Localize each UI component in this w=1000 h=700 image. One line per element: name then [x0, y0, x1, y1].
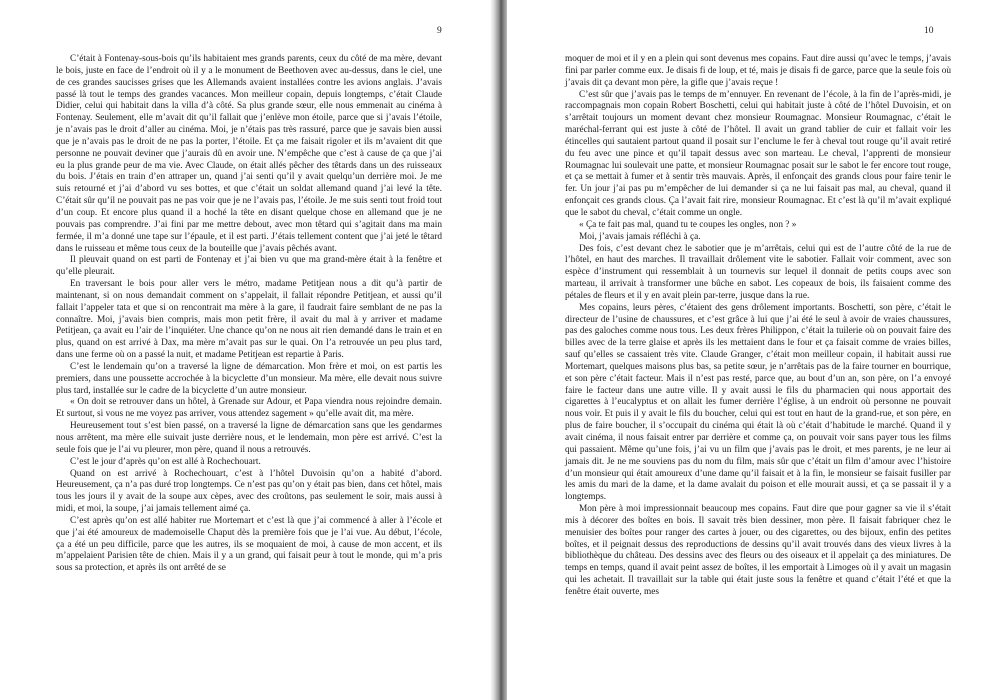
page-number: 9 [437, 26, 442, 36]
paragraph: « On doit se retrouver dans un hôtel, à Grenade sur Adour, et Papa viendra nous rejoindre demain. Et surtout, si vous ne me voyez pas arriver, vous attendez sagement » qu’elle avait dit, ma mère. [56, 397, 442, 420]
paragraph: En traversant le bois pour aller vers le métro, madame Petitjean nous a dit qu’à partir de maintenant, si on nous demandait comment on s’appelait, il fallait répondre Petitjean, et aussi qu’il fallait l’appeler tata et que si on rencontrait ma mère à la gare, il faudrait faire semblant de ne pas la connaître. Moi, j’avais bien compris, mais mon petit frère, il avait du mal à y arriver et madame Petitjean, ça avait eu l’air de l’inquiéter. Une chance qu’on ne nous ait rien demandé dans le train et en plus, quand on est arrivé à Dax, ma mère m’avait pas sur le quai. On l’a retrouvée un peu plus tard, dans une ferme où on a passé la nuit, et madame Petitjean est repartie à Paris. [56, 279, 442, 361]
paragraph: Moi, j’avais jamais réfléchi à ça. [579, 231, 701, 242]
paragraph: Mes copains, leurs pères, c’étaient des gens drôlement importants. Boschetti, son père, c’était le directeur de l’usine de chaussures, et c’est grâce à lui que j’ai été le seul à avoir de vraies chaussures, pas des galoches comme nous tous. Les deux frères Philippon, c’était la tuilerie où on pouvait faire des billes avec de la terre glaise et après ils les mettaient dans le four et ça faisait comme de vraies billes, sauf qu’elles se cassaient très vite. Claude Granger, c’était mon meilleur copain, il habitait aussi rue Mortemart, quelques maisons plus bas, sa petite sœur, je n’arrêtais pas de la faire tourner en bourrique, et son père c’était facteur. Mais il n’est pas resté, parce que, au bout d’un an, son père, on l’a envoyé faire le facteur dans une autre ville. Il y avait aussi le fils du pharmacien qui nous apportait des cigarettes à l’eucalyptus et on allait les fumer derrière l’église, à un endroit où personne ne pouvait nous voir. Et puis il y avait le fils du boucher, celui qui est tout en haut de la grand-rue, et son père, en plus de faire boucher, il s’occupait du cinéma qui était là où c’était d’habitude le marché. Quand il y avait cinéma, il nous faisait entrer par derrière et comme ça, on pouvait voir sans payer tous les films qui passaient. Même qu’une fois, j’ai vu un film que j’avais pas le droit, et mes parents, je ne leur ai jamais dit. Je ne me souviens pas du nom du film, mais sûr que c’était un film d’amour avec l’histoire d’un monsieur qui était amoureux d’une dame qu’il faisait et à la fin, le monsieur se faisait fusiller par les amis du mari de la dame, et la dame avalait du poison et elle mourait aussi, et ça se passait il y a longtemps. [565, 302, 951, 503]
left-page [0, 0, 493, 700]
paragraph: Il pleuvait quand on est parti de Fontenay et j’ai bien vu que ma grand-mère était à la fenêtre et qu’elle pleurait. [56, 255, 442, 278]
page-body [565, 54, 951, 599]
paragraph: « Ça te fait pas mal, quand tu te coupes les ongles, non ? » [579, 219, 797, 230]
paragraph: C’est le jour d’après qu’on est allé à Rochechouart. [70, 456, 261, 467]
page-number: 10 [924, 26, 934, 36]
paragraph: Quand on est arrivé à Rochechouart, c’est à l’hôtel Duvoisin qu’on a habité d’abord. Heureusement, ça n’a pas duré trop longtemps. Ce n’est pas qu’on y était pas bien, dans cet hôtel, mais tous les jours il y avait de la soupe aux cèpes, avec des croûtons, pas seulement le soir, mais aussi à midi, et moi, la soupe, j’ai jamais tellement aimé ça. [56, 468, 442, 515]
paragraph: C’est sûr que j’avais pas le temps de m’ennuyer. En revenant de l’école, à la fin de l’après-midi, je raccompagnais mon copain Robert Boschetti, celui qui habitait juste à côté de l’hôtel Duvoisin, et on s’arrêtait toujours un moment devant chez monsieur Roumagnac. Monsieur Roumagnac, c’était le maréchal-ferrant qui est juste à côté de l’hôtel. Il avait un grand tablier de cuir et fallait voir les étincelles qui sautaient partout quand il posait sur l’enclume le fer à cheval tout rouge qu’il avait retiré du feu avec une pince et qu’il tapait dessus avec son marteau. Le cheval, l’apprenti de monsieur Roumagnac lui soulevait une patte, et monsieur Roumagnac posait sur le sabot le fer encore tout rouge, et ça se mettait à fumer et à sentir très mauvais. Après, il enfonçait des grands clous pour faire tenir le fer. Un jour j’ai pas pu m’empêcher de lui demander si ça ne lui faisait pas mal, au cheval, quand il enfonçait ces grands clous. Ça l’avait fait rire, monsieur Roumagnac. Et c’est là qu’il m’avait expliqué que le sabot du cheval, c’était comme un ongle. [565, 89, 951, 218]
paragraph: moquer de moi et il y en a plein qui sont devenus mes copains. Faut dire aussi qu’avec le temps, j’avais fini par parler comme eux. Je disais fi de loup, et té, mais je disais fi de garce, parce que la seule fois où j’avais dit ça devant mon père, la gifle que j’avais reçue ! [565, 54, 951, 88]
paragraph: Mon père à moi impressionnait beaucoup mes copains. Faut dire que pour gagner sa vie il s’était mis à décorer des boîtes en bois. Il savait très bien dessiner, mon père. Il faisait fabriquer chez le menuisier des boîtes pour ranger des cartes à jouer, ou des cigarettes, ou des bijoux, enfin des petites boîtes, et il peignait dessus des reproductions de dessins qu’il avait trouvés dans des vieux livres à la bibliothèque du château. Des dessins avec des fleurs ou des oiseaux et il appelait ça des miniatures. De temps en temps, quand il avait peint assez de boîtes, il les emportait à Limoges où il y avait un magasin qui les achetait. Il travaillait sur la table qui était juste sous la fenêtre et quand c’était l’été et que la fenêtre était ouverte, mes [565, 504, 951, 597]
paragraph: C’était à Fontenay-sous-bois qu’ils habitaient mes grands parents, ceux du côté de ma mère, devant le bois, juste en face de l’endroit où il y a le monument de Beethoven avec au-dessus, dans le ciel, une de ces grandes saucisses grises que les Allemands avaient installées contre les avions anglais. J’avais passé là tout le temps des grandes vacances. Mon meilleur copain, depuis longtemps, c’était Claude Didier, celui qui habitait dans la villa d’à côté. Sa plus grande sœur, elle nous emmenait au cinéma à Fontenay. Seulement, elle m’avait dit qu’il fallait que j’enlève mon étoile, parce que si j’avais l’étoile, je n’avais pas le droit d’aller au cinéma. Moi, je n’étais pas très rassuré, parce que je savais bien aussi que je n’avais pas le droit de ne pas la porter, l’étoile. Et ça me faisait rigoler et ils m’avaient dit que personne ne pouvait deviner que j’aurais dû en avoir une. N’empêche que c’est à cause de ça que j’ai eu la plus grande peur de ma vie. Avec Claude, on était allés pêcher des têtards dans un des ruisseaux du bois. J’étais en train d’en attraper un, quand j’ai senti qu’il y avait quelqu’un derrière moi. Je me suis retourné et j’ai d’abord vu ses bottes, et que c’était un soldat allemand quand j’ai levé la tête. C’était sûr qu’il ne pouvait pas ne pas voir que je ne l’avais pas, l’étoile. Je me suis senti tout froid tout d’un coup. Et encore plus quand il a hoché la tête en disant quelque chose en allemand que je ne pouvais pas comprendre. J’ai fini par me mettre debout, avec mon têtard qui s’agitait dans ma main fermée, il m’a donné une tape sur l’épaule, et il est parti. J’étais tellement content que j’ai jeté le têtard dans le ruisseau et même tous ceux de la bouteille que j’avais pêchés avant. [56, 54, 442, 254]
paragraph: Heureusement tout s’est bien passé, on a traversé la ligne de démarcation sans que les gendarmes nous arrêtent, ma mère elle suivait juste derrière nous, et le lendemain, mon père est arrivé. C’est la seule fois que je l’ai vu pleurer, mon père, quand il nous a retrouvés. [56, 421, 442, 455]
paragraph: C’est le lendemain qu’on a traversé la ligne de démarcation. Mon frère et moi, on est partis les premiers, dans une poussette accrochée à la bicyclette d’un monsieur. Ma mère, elle devait nous suivre plus tard, installée sur le cadre de la bicyclette d’un autre monsieur. [56, 361, 442, 396]
page-body [56, 54, 442, 575]
paragraph: Des fois, c’est devant chez le sabotier que je m’arrêtais, celui qui est de l’autre côté de la rue de l’hôtel, en haut des marches. Il travaillait drôlement vite le sabotier. Fallait voir comment, avec son espèce d’instrument qui ressemblait à un tournevis sur lequel il donnait de petits coups avec son marteau, il arrivait à transformer une bûche en sabot. Les copeaux de bois, ils faisaient comme des pétales de fleurs et il y en avait plein par-terre, jusque dans la rue. [565, 243, 951, 301]
paragraph: C’est après qu’on est allé habiter rue Mortemart et c’est là que j’ai commencé à aller à l’école et que j’ai été amoureux de mademoiselle Chaput dès la première fois que je l’ai vue. Au début, l’école, ça a été un peu difficile, parce que les autres, ils se moquaient de moi, à cause de mon accent, et ils m’appelaient Parisien tête de chien. Mais il y a un grand, qui faisait peur à tout le monde, qui m’a pris sous sa protection, et après ils ont arrêté de se [56, 515, 442, 574]
right-page [507, 0, 1000, 700]
